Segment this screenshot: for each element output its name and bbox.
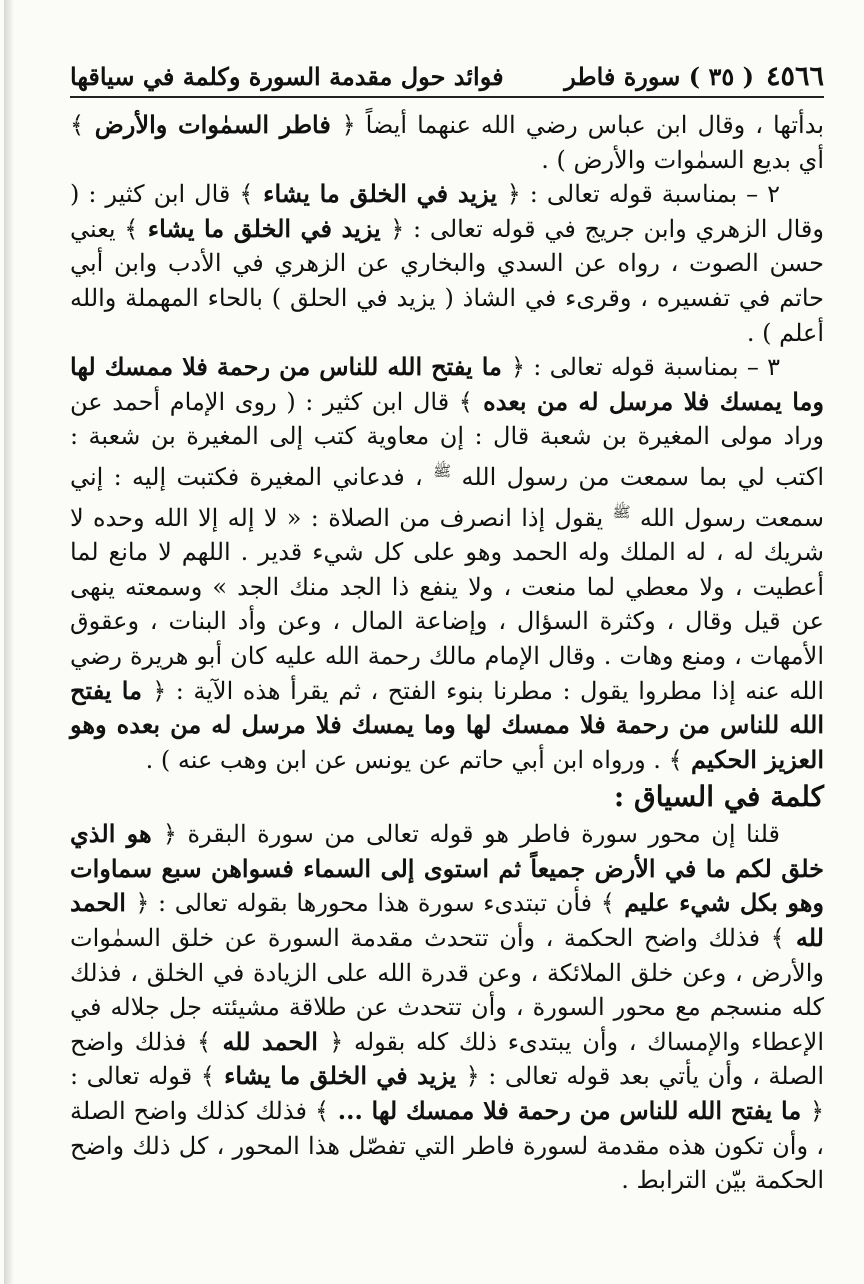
quran-verse: يزيد في الخلق ما يشاء — [138, 213, 391, 243]
header-rule — [70, 96, 824, 98]
ornate-bracket: ﴿ — [329, 1027, 344, 1056]
quran-verse: ما يفتح الله للناس من رحمة فلا ممسك لها وما يمسك فلا مرسل له من بعده وهو العزيز الحكيم — [70, 675, 824, 774]
ornate-bracket: ﴾ — [124, 214, 139, 243]
text-run: ٣ – بمناسبة قوله تعالى : — [525, 353, 780, 382]
text-run: ، فدعاني المغيرة فكتبت إليه : إني سمعت رسول الله — [70, 462, 825, 532]
page-number: ٤٥٦٦ — [765, 61, 824, 92]
page-edge — [4, 0, 14, 1284]
text-run: قال ابن كثير : ( روى الإمام أحمد عن وراد مولى المغيرة بن شعبة قال : إن معاوية كتب إلى المغيرة بن شعبة : اكتب لي بما سمعت من رسول الله — [70, 387, 824, 491]
ornate-bracket: ﴿ — [152, 676, 167, 705]
text-run: قلنا إن محور سورة فاطر هو قوله تعالى من سورة البقرة — [176, 820, 780, 849]
quran-verse: ما يفتح الله للناس من رحمة فلا ممسك لها وما يمسك فلا مرسل له من بعده — [70, 352, 824, 416]
page-header — [70, 52, 824, 92]
text-run: ٢ – بمناسبة قوله تعالى : — [520, 180, 781, 209]
quran-verse: يزيد في الخلق ما يشاء — [253, 179, 507, 209]
text-run: فذلك كذلك واضح الصلة ، وأن تكون هذه مقدمة لسورة فاطر التي تفصّل هذا المحور ، كل ذلك واضح الحكمة بيّن الترابط . — [70, 1097, 824, 1195]
text-run: أي بديع السمٰوات والأرض ) . — [541, 145, 824, 174]
quran-verse: فاطر السمٰوات والأرض — [84, 110, 342, 139]
ornate-bracket: ﴾ — [600, 889, 615, 918]
text-run: يعني حسن الصوت ، رواه عن السدي والبخاري عن الزهري في الأدب وابن أبي حاتم في تفسيره ، وقرىء في الشاذ ( يزيد في الحلق ) بالحاء المهملة والله أعلم ) . — [70, 214, 824, 347]
text-run: فذلك واضح الصلة ، وأن يأتي بعد قوله تعالى : — [70, 1027, 824, 1091]
text-run: بدأتها ، وقال ابن عباس رضي الله عنهما أيضاً — [355, 111, 824, 139]
surah-label: ( ٣٥ ) سورة فاطر — [564, 62, 754, 91]
ornate-bracket: ﴿ — [465, 1062, 480, 1091]
ornate-bracket: ﴾ — [668, 745, 683, 774]
text-run: قوله تعالى : — [70, 1062, 201, 1091]
quran-verse: هو الذي خلق لكم ما في الأرض جميعاً ثم استوى إلى السماء فسواهن سبع سماوات وهو بكل شيء عليم — [70, 819, 824, 918]
ornate-bracket: ﴾ — [200, 1062, 215, 1091]
quran-verse: الحمد لله — [211, 1026, 330, 1056]
paragraph-1 — [70, 108, 824, 177]
ornate-bracket: ﴿ — [510, 353, 525, 382]
ornate-bracket: ﴿ — [341, 111, 356, 139]
ornate-bracket: ﴾ — [239, 180, 254, 209]
text-run: فذلك واضح الحكمة ، وأن تتحدث مقدمة السورة عن خلق السمٰوات والأرض ، وعن خلق الملائكة ، وعن قدرة الله على الزيادة في الخلق ، فذلك كله منسجم مع محور السورة ، وأن تتحدث عن طلاقة مشيئته جل جلاله في الإعطاء والإمساك ، وأن يبتدىء ذلك كله بقوله — [70, 924, 825, 1056]
ornate-bracket: ﴿ — [135, 889, 150, 918]
text-run: فأن تبتدىء سورة هذا محورها بقوله تعالى : — [149, 889, 601, 918]
context-paragraph — [70, 817, 824, 1198]
ornate-bracket: ﴾ — [70, 111, 85, 139]
running-title: فوائد حول مقدمة السورة وكلمة في سياقها — [70, 62, 504, 91]
section-heading: كلمة في السياق : — [613, 780, 824, 814]
ornate-bracket: ﴿ — [506, 180, 521, 209]
ornate-bracket: ﴾ — [458, 387, 473, 416]
text-run: . ورواه ابن أبي حاتم عن يونس عن ابن وهب عنه ) . — [145, 745, 669, 774]
page-body — [70, 108, 824, 1198]
salutation-glyph: ﷺ — [612, 502, 631, 521]
ornate-bracket: ﴿ — [390, 214, 405, 243]
header-right — [564, 62, 824, 92]
ornate-bracket: ﴾ — [314, 1097, 330, 1126]
salutation-glyph: ﷺ — [433, 461, 452, 480]
ornate-bracket: ﴾ — [197, 1027, 212, 1056]
ornate-bracket: ﴿ — [162, 820, 177, 849]
ornate-bracket: ﴾ — [770, 924, 785, 953]
ornate-bracket: ﴿ — [809, 1097, 825, 1126]
quran-verse: يزيد في الخلق ما يشاء — [214, 1061, 466, 1091]
paragraph-2 — [70, 177, 824, 350]
paragraph-3 — [70, 350, 824, 777]
quran-verse: ما يفتح الله للناس من رحمة فلا ممسك لها ... — [329, 1096, 810, 1126]
text-run: يقول إذا انصرف من الصلاة : « لا إله إلا الله وحده لا شريك له ، له الملك وله الحمد وهو على كل شيء قدير . اللهم لا مانع لما أعطيت ، ولا معطي لما منعت ، ولا ينفع ذا الجد منك الجد » وسمعته ينهى عن قيل وقال ، وكثرة السؤال ، وإضاعة المال ، وعن وأد البنات ، وعقوق الأمهات ، ومنع وهات . وقال الإمام مالك رحمة الله عليه كان أبو هريرة رضي الله عنه إذا مطروا يقول : مطرنا بنوء الفتح ، ثم يقرأ هذه الآية : — [70, 503, 824, 705]
quran-verse: الحمد لله — [70, 888, 824, 953]
text-run: قال ابن كثير : ( وقال الزهري وابن جريج في قوله تعالى : — [70, 180, 824, 243]
